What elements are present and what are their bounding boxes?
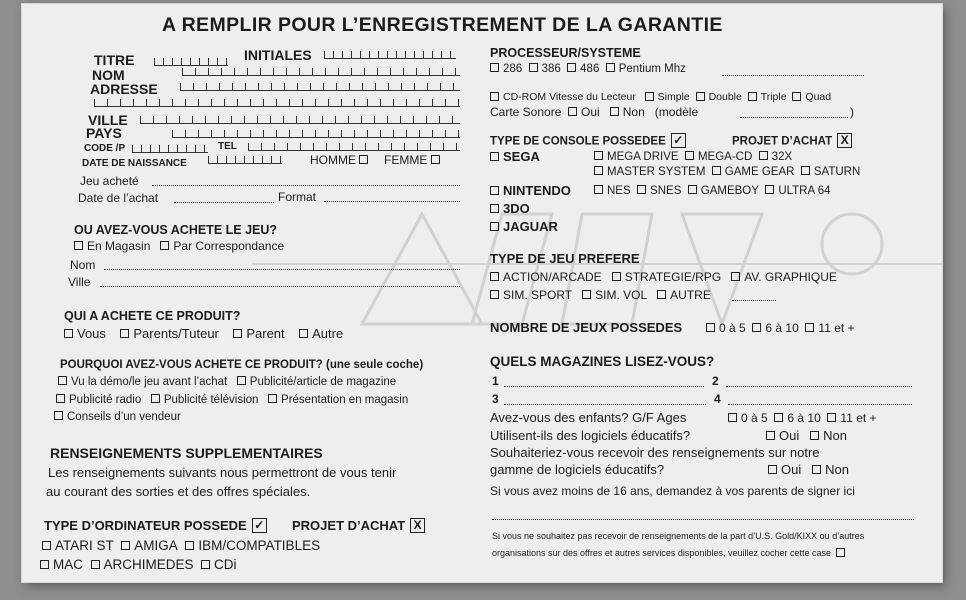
- label-jeu-achete: Jeu acheté: [80, 174, 139, 188]
- footer-text-1: Si vous ne souhaitez pas recevoir de renseignements de la part d’U.S. Gold/KIXX ou d’autres: [492, 531, 865, 541]
- pourquoi-row2: [56, 394, 408, 406]
- checkbox-icon[interactable]: [299, 329, 308, 338]
- cdrom-label: CD-ROM Vitesse du Lecteur: [503, 91, 636, 103]
- type-console-text: TYPE DE CONSOLE POSSEDEE: [490, 135, 666, 148]
- logiciels-oui[interactable]: [766, 428, 799, 443]
- option-double[interactable]: [696, 91, 742, 103]
- sega-label: SEGA: [503, 149, 540, 164]
- option-sim-vol[interactable]: [582, 288, 647, 302]
- checkbox-icon[interactable]: [56, 394, 65, 403]
- tel-field[interactable]: [248, 143, 460, 151]
- option-pentium[interactable]: [606, 63, 686, 75]
- checkbox-icon[interactable]: [490, 222, 499, 231]
- carte-sonore-oui[interactable]: [568, 105, 600, 119]
- checkbox-icon[interactable]: [582, 290, 591, 299]
- modele-close-paren: ): [850, 105, 854, 119]
- magazines-heading: QUELS MAGAZINES LISEZ-VOUS?: [490, 354, 715, 369]
- moins-16-ans-text: Si vous avez moins de 16 ans, demandez à vos parents de signer ici: [490, 484, 855, 498]
- femme-label: FEMME: [384, 153, 428, 167]
- type-jeu-row2: [490, 288, 711, 302]
- jeu-achete-field[interactable]: [152, 184, 460, 186]
- cross-mark-icon[interactable]: X: [837, 133, 852, 148]
- warranty-card: [22, 4, 942, 582]
- option-label: GAMEBOY: [700, 185, 759, 197]
- adresse-field-line1[interactable]: [180, 83, 460, 91]
- checkbox-icon[interactable]: [805, 323, 814, 332]
- magazine-1-field[interactable]: [504, 385, 704, 387]
- option-amiga[interactable]: [121, 538, 178, 553]
- option-publicite-magazine[interactable]: [237, 376, 396, 388]
- renseignements-heading: RENSEIGNEMENTS SUPPLEMENTAIRES: [50, 445, 323, 461]
- checkbox-icon[interactable]: [792, 92, 801, 101]
- type-jeu-heading: TYPE DE JEU PREFERE: [490, 251, 640, 266]
- checkbox-icon[interactable]: [657, 290, 666, 299]
- checkbox-icon[interactable]: [748, 92, 757, 101]
- option-label: 6 à 10: [765, 321, 799, 335]
- sega-row2: [594, 166, 860, 178]
- checkbox-icon[interactable]: [594, 151, 603, 160]
- nintendo-label: NINTENDO: [503, 183, 571, 198]
- option-label: AUTRE: [670, 288, 711, 302]
- ordinateur-row2: [40, 557, 237, 572]
- qui-achete-heading: QUI A ACHETE CE PRODUIT?: [64, 309, 241, 323]
- option-label: SATURN: [813, 166, 861, 178]
- option-sim-sport[interactable]: [490, 288, 572, 302]
- option-label: SIM. VOL: [595, 288, 648, 302]
- checkbox-icon[interactable]: [610, 107, 619, 116]
- option-label: MEGA-CD: [697, 151, 753, 163]
- option-label: 0 à 5: [741, 411, 768, 425]
- option-label: STRATEGIE/RPG: [624, 270, 722, 284]
- checkbox-icon[interactable]: [645, 92, 654, 101]
- option-quad[interactable]: [792, 91, 831, 103]
- projet-achat-text: PROJET D’ACHAT: [292, 518, 406, 533]
- option-label: SIM. SPORT: [503, 288, 573, 302]
- checkbox-icon[interactable]: [812, 465, 821, 474]
- ordinateur-row1: [42, 538, 320, 553]
- jaguar-option[interactable]: [490, 219, 558, 234]
- checkbox-icon[interactable]: [490, 63, 499, 72]
- option-master-system[interactable]: [594, 166, 705, 178]
- option-label: Autre: [312, 326, 344, 341]
- type-console-label: [490, 134, 686, 149]
- option-label: ULTRA 64: [778, 185, 831, 197]
- option-label: MEGA DRIVE: [607, 151, 679, 163]
- option-label: AMIGA: [134, 538, 178, 553]
- label-magasin-nom: Nom: [70, 258, 96, 272]
- processeur-heading: PROCESSEUR/SYSTEME: [490, 46, 641, 60]
- type-jeu-row1: [490, 270, 837, 284]
- checkbox-icon[interactable]: [606, 63, 615, 72]
- checkbox-icon[interactable]: [731, 272, 740, 281]
- checkbox-icon[interactable]: [490, 204, 499, 213]
- logiciels-options: [766, 428, 847, 443]
- option-label: MAC: [53, 557, 83, 572]
- magazine-3-field[interactable]: [504, 403, 706, 405]
- homme-label: HOMME: [310, 153, 356, 167]
- option-label: IBM/COMPATIBLES: [198, 538, 321, 553]
- label-ville: VILLE: [88, 112, 128, 128]
- checkbox-icon[interactable]: [201, 560, 210, 569]
- femme-option[interactable]: [384, 153, 444, 167]
- option-label: ACTION/ARCADE: [503, 270, 602, 284]
- option-publicite-television[interactable]: [151, 394, 259, 406]
- option-label: NES: [607, 185, 631, 197]
- checkbox-icon[interactable]: [529, 63, 538, 72]
- option-label: En Magasin: [87, 239, 151, 253]
- label-initiales: INITIALES: [244, 47, 312, 63]
- ville-field[interactable]: [140, 116, 460, 124]
- option-ultra-64[interactable]: [765, 185, 830, 197]
- checkbox-icon[interactable]: [594, 185, 603, 194]
- ou-achete-heading: OU AVEZ-VOUS ACHETE LE JEU?: [74, 223, 278, 237]
- date-naissance-field[interactable]: [208, 156, 282, 164]
- magasin-nom-field[interactable]: [104, 268, 460, 270]
- modele-label: (modèle: [654, 105, 699, 119]
- checkbox-icon[interactable]: [58, 376, 67, 385]
- checkbox-icon[interactable]: [40, 560, 49, 569]
- checkbox-icon[interactable]: [766, 431, 775, 440]
- option-label: 0 à 5: [719, 321, 746, 335]
- check-mark-icon[interactable]: ✓: [671, 133, 686, 148]
- adresse-field-line2[interactable]: [94, 99, 460, 107]
- option-label: Conseils d’un vendeur: [67, 411, 181, 423]
- option-label: Triple: [760, 91, 787, 103]
- nintendo-option[interactable]: [490, 183, 571, 198]
- option-label: Oui: [781, 462, 802, 477]
- magazine-4-field[interactable]: [728, 403, 912, 405]
- nom-field[interactable]: [182, 68, 460, 76]
- checkbox-icon[interactable]: [42, 541, 51, 550]
- checkbox-icon[interactable]: [594, 166, 603, 175]
- projet-achat-text: PROJET D’ACHAT: [732, 135, 833, 148]
- pourquoi-heading: POURQUOI AVEZ-VOUS ACHETE CE PRODUIT? (une seule coche): [60, 359, 424, 371]
- option-label: Publicité radio: [69, 394, 142, 406]
- sega-option[interactable]: [490, 149, 540, 164]
- checkbox-icon[interactable]: [185, 541, 194, 550]
- checkbox-icon[interactable]: [568, 107, 577, 116]
- option-386[interactable]: [529, 63, 561, 75]
- checkbox-icon[interactable]: [268, 394, 277, 403]
- checkbox-icon[interactable]: [728, 413, 737, 422]
- carte-sonore-row: [490, 105, 698, 119]
- option-mega-cd[interactable]: [685, 151, 752, 163]
- label-date-achat: Date de l’achat: [78, 191, 159, 205]
- option-label: Présentation en magasin: [281, 394, 409, 406]
- souhaiteriez-line2: gamme de logiciels éducatifs?: [490, 462, 665, 477]
- option-label: AV. GRAPHIQUE: [744, 270, 837, 284]
- option-6-a-10[interactable]: [752, 321, 798, 335]
- option-vous[interactable]: [64, 326, 106, 341]
- cross-mark-icon[interactable]: X: [410, 518, 425, 533]
- checkbox-icon[interactable]: [774, 413, 783, 422]
- checkbox-icon[interactable]: [752, 323, 761, 332]
- sega-row1: [594, 151, 792, 163]
- enfants-question: Avez-vous des enfants? G/F Ages: [490, 410, 687, 425]
- magazine-number-3: 3: [492, 392, 499, 406]
- cdrom-row: [490, 91, 831, 103]
- pourquoi-row3: [54, 411, 181, 423]
- type-ordinateur-label: [44, 518, 267, 534]
- carte-sonore-non[interactable]: [610, 105, 645, 119]
- type-ordinateur-text: TYPE D’ORDINATEUR POSSEDE: [44, 518, 247, 533]
- renseignements-text-2: au courant des sorties et des offres spéciales.: [46, 484, 311, 499]
- magazine-number-2: 2: [712, 374, 719, 388]
- option-label: Parents/Tuteur: [133, 326, 219, 341]
- option-atari-st[interactable]: [42, 538, 114, 553]
- checkbox-icon[interactable]: [490, 290, 499, 299]
- magazine-2-field[interactable]: [726, 385, 912, 387]
- enfants-options: [728, 411, 877, 425]
- signature-field[interactable]: [492, 518, 914, 520]
- option-av-graphique[interactable]: [731, 270, 837, 284]
- option-snes[interactable]: [637, 185, 681, 197]
- label-titre: TITRE: [94, 52, 135, 68]
- checkbox-icon[interactable]: [637, 185, 646, 194]
- ou-achete-options: [74, 239, 284, 253]
- option-mega-drive[interactable]: [594, 151, 679, 163]
- nombre-jeux-options: [706, 321, 855, 335]
- option-label: Non: [622, 105, 645, 119]
- checkbox-icon[interactable]: [706, 323, 715, 332]
- checkbox-icon[interactable]: [827, 413, 836, 422]
- checkbox-icon[interactable]: [237, 376, 246, 385]
- option-ibm-compatibles[interactable]: [185, 538, 320, 553]
- option-286[interactable]: [490, 63, 522, 75]
- femme-checkbox[interactable]: [431, 155, 440, 164]
- option-label: Non: [825, 462, 849, 477]
- footer-text-2: [492, 548, 849, 558]
- option-enfants-6-a-10[interactable]: [774, 411, 820, 425]
- checkbox-icon[interactable]: [490, 272, 499, 281]
- option-en-magasin[interactable]: [74, 239, 150, 253]
- option-parents-tuteur[interactable]: [120, 326, 219, 341]
- option-label: Non: [823, 428, 847, 443]
- projet-achat-ordinateur-label: [292, 518, 425, 534]
- 3do-label: 3DO: [503, 201, 530, 216]
- cdrom-checkbox[interactable]: [490, 92, 499, 101]
- check-mark-icon[interactable]: ✓: [252, 518, 267, 533]
- souhaiteriez-oui[interactable]: [768, 462, 801, 477]
- homme-option[interactable]: [310, 153, 372, 167]
- processeur-options: [490, 63, 686, 75]
- option-gameboy[interactable]: [688, 185, 759, 197]
- option-par-correspondance[interactable]: [160, 239, 284, 253]
- checkbox-icon[interactable]: [759, 151, 768, 160]
- option-label: Par Correspondance: [173, 239, 285, 253]
- option-32x[interactable]: [759, 151, 792, 163]
- checkbox-icon[interactable]: [801, 166, 810, 175]
- autre-jeu-field[interactable]: [732, 299, 776, 301]
- option-cdi[interactable]: [201, 557, 237, 572]
- renseignements-text-1: Les renseignements suivants nous permettront de vous tenir: [48, 465, 397, 480]
- nombre-jeux-heading: NOMBRE DE JEUX POSSEDES: [490, 320, 683, 335]
- projet-achat-console-label: [732, 134, 852, 149]
- qui-achete-options: [64, 326, 343, 341]
- option-label: Simple: [657, 91, 690, 103]
- label-adresse: ADRESSE: [90, 81, 158, 97]
- checkbox-icon[interactable]: [151, 394, 160, 403]
- checkbox-icon[interactable]: [768, 465, 777, 474]
- titre-field[interactable]: [154, 58, 228, 66]
- option-autre[interactable]: [299, 326, 343, 341]
- option-label: 286: [503, 63, 523, 75]
- option-label: Publicité/article de magazine: [249, 376, 397, 388]
- option-label: 11 et +: [818, 321, 855, 335]
- option-conseils-vendeur[interactable]: [54, 411, 181, 423]
- checkbox-icon[interactable]: [91, 560, 100, 569]
- option-enfants-11-et-plus[interactable]: [827, 411, 876, 425]
- option-label: 386: [541, 63, 561, 75]
- label-format: Format: [278, 190, 317, 204]
- checkbox-icon[interactable]: [490, 186, 499, 195]
- option-label: CDi: [214, 557, 237, 572]
- magazine-number-4: 4: [714, 392, 721, 406]
- option-486[interactable]: [567, 63, 599, 75]
- footer-text-2-label: organisations sur des offres et autres services disponibles, veuillez cocher cette case: [492, 548, 832, 558]
- option-label: GAME GEAR: [724, 166, 795, 178]
- option-label: 11 et +: [840, 411, 877, 425]
- checkbox-icon[interactable]: [160, 241, 169, 250]
- option-vu-la-demo[interactable]: [58, 376, 227, 388]
- option-mac[interactable]: [40, 557, 83, 572]
- checkbox-icon[interactable]: [688, 185, 697, 194]
- format-field[interactable]: [324, 200, 460, 202]
- option-archimedes[interactable]: [91, 557, 194, 572]
- option-game-gear[interactable]: [712, 166, 795, 178]
- logiciels-non[interactable]: [810, 428, 847, 443]
- option-label: Oui: [779, 428, 800, 443]
- checkbox-icon[interactable]: [74, 241, 83, 250]
- option-saturn[interactable]: [801, 166, 860, 178]
- label-pays: PAYS: [86, 125, 122, 141]
- carte-sonore-label: Carte Sonore: [490, 105, 562, 119]
- pays-field[interactable]: [172, 130, 460, 138]
- label-code-postal: CODE /P: [84, 143, 126, 154]
- checkbox-icon[interactable]: [121, 541, 130, 550]
- option-label: 486: [580, 63, 600, 75]
- option-label: 6 à 10: [787, 411, 821, 425]
- opt-out-checkbox[interactable]: [836, 548, 845, 557]
- option-presentation-magasin[interactable]: [268, 394, 408, 406]
- option-strategie-rpg[interactable]: [612, 270, 721, 284]
- option-publicite-radio[interactable]: [56, 394, 141, 406]
- pourquoi-row1: [58, 376, 396, 388]
- logiciels-question: Utilisent-ils des logiciels éducatifs?: [490, 428, 691, 443]
- modele-field[interactable]: [740, 116, 848, 118]
- checkbox-icon[interactable]: [810, 431, 819, 440]
- option-autre-jeu[interactable]: [657, 288, 711, 302]
- initiales-field[interactable]: [324, 51, 456, 59]
- option-nes[interactable]: [594, 185, 631, 197]
- checkbox-icon[interactable]: [612, 272, 621, 281]
- nintendo-row: [594, 185, 831, 197]
- option-label: Quad: [805, 91, 832, 103]
- option-label: Parent: [246, 326, 285, 341]
- souhaiteriez-non[interactable]: [812, 462, 849, 477]
- checkbox-icon[interactable]: [64, 329, 73, 338]
- date-achat-field[interactable]: [174, 201, 274, 203]
- checkbox-icon[interactable]: [490, 152, 499, 161]
- souhaiteriez-line1: Souhaiteriez-vous recevoir des renseignements sur notre: [490, 445, 820, 460]
- option-label: ARCHIMEDES: [103, 557, 194, 572]
- option-simple[interactable]: [645, 91, 690, 103]
- option-label: Vu la démo/le jeu avant l’achat: [71, 376, 228, 388]
- checkbox-icon[interactable]: [685, 151, 694, 160]
- option-label: Publicité télévision: [163, 394, 259, 406]
- option-enfants-0-a-5[interactable]: [728, 411, 768, 425]
- option-0-a-5[interactable]: [706, 321, 746, 335]
- option-triple[interactable]: [748, 91, 787, 103]
- label-magasin-ville: Ville: [68, 275, 91, 289]
- jaguar-label: JAGUAR: [503, 219, 558, 234]
- option-label: ATARI ST: [55, 538, 114, 553]
- option-action-arcade[interactable]: [490, 270, 602, 284]
- option-label: 32X: [771, 151, 793, 163]
- homme-checkbox[interactable]: [359, 155, 368, 164]
- code-postal-field[interactable]: [132, 145, 208, 153]
- 3do-option[interactable]: [490, 201, 530, 216]
- magasin-ville-field[interactable]: [100, 285, 460, 287]
- form-title: A REMPLIR POUR L’ENREGISTREMENT DE LA GARANTIE: [162, 14, 723, 36]
- option-11-et-plus[interactable]: [805, 321, 854, 335]
- option-label: Pentium Mhz: [618, 63, 686, 75]
- souhaiteriez-options: [768, 462, 849, 477]
- option-label: Double: [708, 91, 742, 103]
- label-date-naissance: DATE DE NAISSANCE: [82, 158, 187, 169]
- option-label: SNES: [650, 185, 682, 197]
- pentium-mhz-field[interactable]: [722, 74, 864, 76]
- checkbox-icon[interactable]: [120, 329, 129, 338]
- checkbox-icon[interactable]: [765, 185, 774, 194]
- label-tel: TEL: [218, 141, 237, 152]
- magazine-number-1: 1: [492, 374, 499, 388]
- label-nom: NOM: [92, 67, 125, 83]
- checkbox-icon[interactable]: [233, 329, 242, 338]
- checkbox-icon[interactable]: [712, 166, 721, 175]
- checkbox-icon[interactable]: [567, 63, 576, 72]
- option-label: Oui: [581, 105, 600, 119]
- option-label: Vous: [77, 326, 106, 341]
- option-parent[interactable]: [233, 326, 284, 341]
- option-label: MASTER SYSTEM: [607, 166, 706, 178]
- checkbox-icon[interactable]: [54, 411, 63, 420]
- checkbox-icon[interactable]: [696, 92, 705, 101]
